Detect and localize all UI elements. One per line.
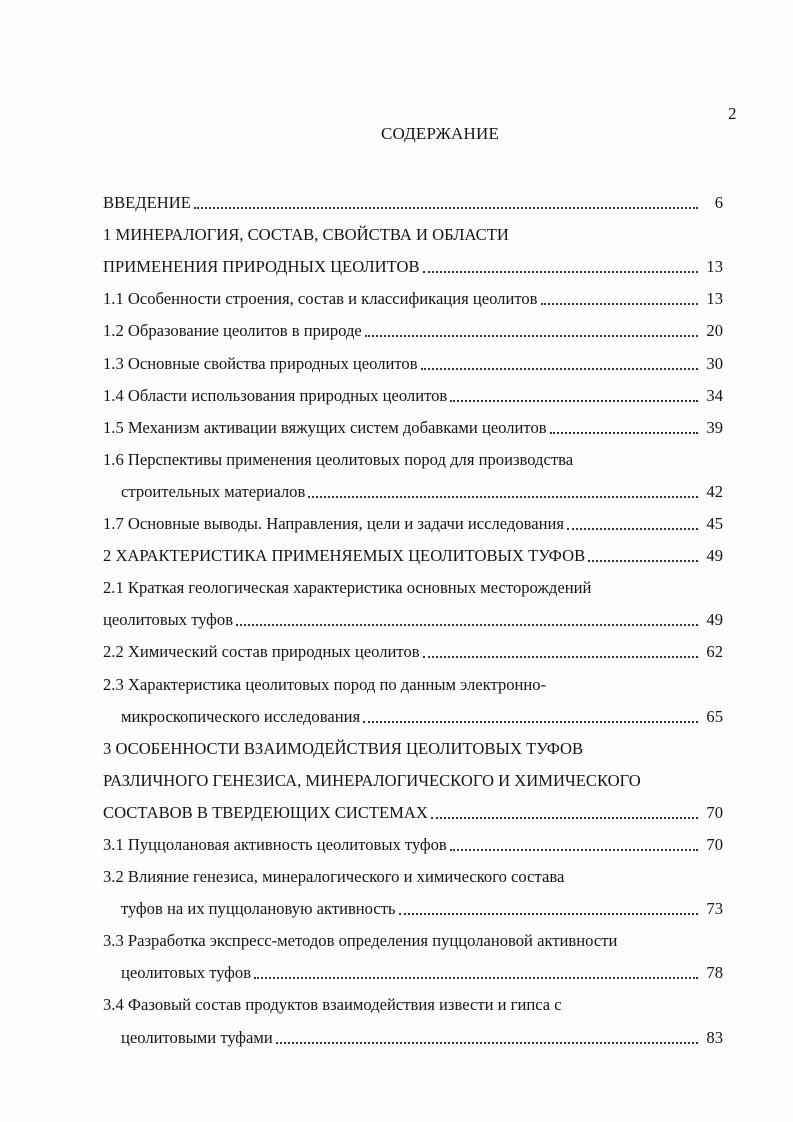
toc-entry-chapter-3-end <box>103 793 723 825</box>
toc-entry-text: 3 ОСОБЕННОСТИ ВЗАИМОДЕЙСТВИЯ ЦЕОЛИТОВЫХ ТУФОВ <box>103 738 584 758</box>
toc-entry-text: 3.2 Влияние генезиса, минералогического и химического состава <box>103 867 565 887</box>
toc-entry-chapter-1 <box>103 215 723 247</box>
toc-entry-page: 13 <box>706 289 723 309</box>
toc-entry-page: 83 <box>706 1027 723 1047</box>
dot-leader <box>567 527 698 530</box>
toc-entry-page: 65 <box>706 706 723 726</box>
toc-entry-2-1-cont <box>103 600 723 632</box>
toc-entry-2-2 <box>103 632 723 664</box>
toc-title: СОДЕРЖАНИЕ <box>380 124 500 143</box>
dot-leader <box>236 623 698 626</box>
toc-entry-2-3-cont <box>103 697 723 729</box>
toc-entry-text: РАЗЛИЧНОГО ГЕНЕЗИСА, МИНЕРАЛОГИЧЕСКОГО И ХИМИЧЕСКОГО <box>103 770 641 790</box>
dot-leader <box>588 559 698 562</box>
toc-entry-page: 42 <box>706 481 723 501</box>
toc-entry-text: 2.2 Химический состав природных цеолитов <box>103 642 420 662</box>
toc-entry-text: 1.3 Основные свойства природных цеолитов <box>103 353 418 373</box>
toc-entry-text: 1.7 Основные выводы. Направления, цели и задачи исследования <box>103 514 565 534</box>
toc-entry-3-4-cont <box>103 1017 723 1049</box>
toc-entry-text: 2.3 Характеристика цеолитовых пород по данным электронно- <box>103 674 547 694</box>
dot-leader <box>450 399 698 402</box>
toc-entry-2-3 <box>103 664 723 696</box>
dot-leader <box>365 334 698 337</box>
toc-entry-2-1 <box>103 568 723 600</box>
toc-entry-text: 3.1 Пуццолановая активность цеолитовых туфов <box>103 834 447 854</box>
toc-entry-chapter-2 <box>103 536 723 568</box>
toc-entry-page: 20 <box>706 321 723 341</box>
dot-leader <box>276 1041 698 1044</box>
toc-entry-page: 70 <box>706 834 723 854</box>
toc-entry-3-4 <box>103 985 723 1017</box>
toc-entry-page: 6 <box>714 193 723 213</box>
toc-entry-text: ПРИМЕНЕНИЯ ПРИРОДНЫХ ЦЕОЛИТОВ <box>103 257 420 277</box>
toc-entry-text: 1.2 Образование цеолитов в природе <box>103 321 362 341</box>
dot-leader <box>550 431 698 434</box>
toc-entry-text: ВВЕДЕНИЕ <box>103 193 191 213</box>
page-number: 2 <box>728 104 737 123</box>
toc-entry-chapter-1-cont <box>103 247 723 279</box>
toc-entry-3-2-cont <box>103 889 723 921</box>
dot-leader <box>431 816 698 819</box>
toc-entry-introduction <box>103 183 723 215</box>
toc-entry-chapter-3 <box>103 729 723 761</box>
dot-leader <box>399 912 698 915</box>
toc-entry-page: 62 <box>706 642 723 662</box>
toc-entry-text: 1.1 Особенности строения, состав и классификация цеолитов <box>103 289 538 309</box>
toc-entry-text: 3.3 Разработка экспресс-методов определения пуццолановой активности <box>103 931 618 951</box>
toc-entry-page: 45 <box>706 514 723 534</box>
dot-leader <box>363 720 698 723</box>
toc-entry-3-1 <box>103 825 723 857</box>
toc-entry-page: 30 <box>706 353 723 373</box>
toc-entry-1-5 <box>103 408 723 440</box>
toc-entry-page: 13 <box>706 257 723 277</box>
dot-leader <box>423 270 698 273</box>
dot-leader <box>308 495 698 498</box>
toc-entry-text: цеолитовыми туфами <box>121 1027 273 1047</box>
dot-leader <box>450 848 698 851</box>
toc-entry-text: 3.4 Фазовый состав продуктов взаимодействия извести и гипса с <box>103 995 562 1015</box>
toc-entry-1-3 <box>103 343 723 375</box>
toc-entry-1-1 <box>103 279 723 311</box>
toc-entry-text: цеолитовых туфов <box>121 963 252 983</box>
toc-entry-text: 1 МИНЕРАЛОГИЯ, СОСТАВ, СВОЙСТВА И ОБЛАСТИ <box>103 225 509 245</box>
toc-entry-3-3 <box>103 921 723 953</box>
toc-entry-text: 1.4 Области использования природных цеолитов <box>103 385 448 405</box>
toc-entry-1-7 <box>103 504 723 536</box>
toc-entry-1-4 <box>103 376 723 408</box>
toc-entry-1-2 <box>103 311 723 343</box>
dot-leader <box>194 206 698 209</box>
toc-entry-text: СОСТАВОВ В ТВЕРДЕЮЩИХ СИСТЕМАХ <box>103 802 428 822</box>
toc-entry-text: цеолитовых туфов <box>103 610 234 630</box>
dot-leader <box>423 655 698 658</box>
dot-leader <box>541 302 698 305</box>
toc-entry-3-3-cont <box>103 953 723 985</box>
toc-entry-page: 78 <box>706 963 723 983</box>
toc-entry-text: 1.6 Перспективы применения цеолитовых пород для производства <box>103 449 574 469</box>
toc-entry-page: 39 <box>706 417 723 437</box>
toc-entry-page: 34 <box>706 385 723 405</box>
table-of-contents <box>103 183 723 1050</box>
toc-entry-text: микроскопического исследования <box>121 706 361 726</box>
toc-entry-text: строительных материалов <box>121 481 306 501</box>
toc-entry-1-6-cont <box>103 472 723 504</box>
toc-entry-text: 2 ХАРАКТЕРИСТИКА ПРИМЕНЯЕМЫХ ЦЕОЛИТОВЫХ ТУФОВ <box>103 546 586 566</box>
dot-leader <box>254 976 698 979</box>
toc-entry-page: 70 <box>706 802 723 822</box>
toc-entry-text: 2.1 Краткая геологическая характеристика основных месторождений <box>103 578 592 598</box>
toc-entry-page: 49 <box>706 546 723 566</box>
toc-entry-text: 1.5 Механизм активации вяжущих систем добавками цеолитов <box>103 417 547 437</box>
toc-entry-text: туфов на их пуццолановую активность <box>121 899 396 919</box>
toc-entry-page: 49 <box>706 610 723 630</box>
toc-entry-3-2 <box>103 857 723 889</box>
toc-entry-chapter-3-cont <box>103 761 723 793</box>
toc-entry-1-6 <box>103 440 723 472</box>
dot-leader <box>421 367 698 370</box>
toc-entry-page: 73 <box>706 899 723 919</box>
